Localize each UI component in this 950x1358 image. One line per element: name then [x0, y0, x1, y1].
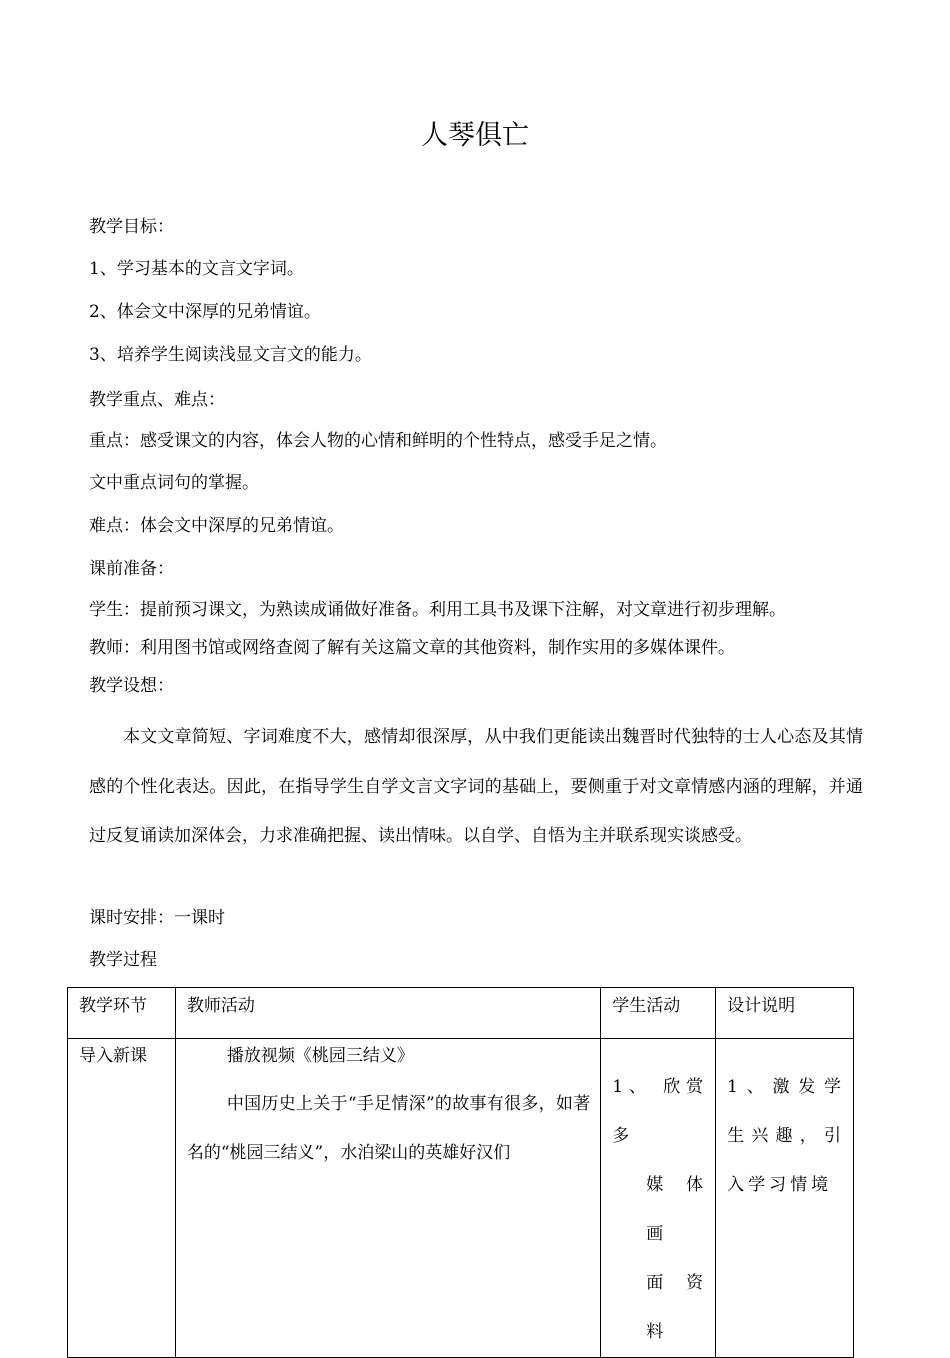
table-row — [68, 1039, 854, 1358]
preparation-heading: 课前准备： — [89, 559, 174, 579]
table-cell — [68, 1039, 176, 1358]
key-points-heading: 教学重点、难点： — [89, 390, 225, 410]
table-header-row — [68, 988, 854, 1039]
student-activity-text-2: 媒体画 — [646, 1175, 708, 1244]
student-activity-number: 1、 — [612, 1077, 652, 1097]
table-header-cell — [716, 988, 854, 1039]
table-cell — [601, 1039, 716, 1358]
table-header-cell — [68, 988, 176, 1039]
process-heading: 教学过程 — [89, 950, 157, 970]
table-header-cell — [175, 988, 600, 1039]
key-point-text-2: 文中重点词句的掌握。 — [89, 473, 259, 493]
header-section: 教学环节 — [79, 996, 147, 1016]
student-activity-text-3: 面资料 — [646, 1273, 708, 1342]
teacher-activity-line-1: 播放视频《桃园三结义》 — [226, 1046, 414, 1066]
header-design-notes: 设计说明 — [727, 996, 796, 1016]
objective-item-3: 3、培养学生阅读浅显文言文的能力。 — [89, 345, 372, 365]
page-title: 人琴俱亡 — [421, 120, 529, 151]
student-activity-line-1 — [612, 1063, 707, 1161]
preparation-teacher: 教师：利用图书馆或网络查阅了解有关这篇文章的其他资料，制作实用的多媒体课件。 — [89, 638, 735, 658]
table-header-cell — [601, 988, 716, 1039]
table-cell — [716, 1039, 854, 1358]
objective-item-2: 2、体会文中深厚的兄弟情谊。 — [89, 302, 321, 322]
design-notes: 1、激发学生兴趣，引入学习情境 — [727, 1077, 845, 1195]
objectives-heading: 教学目标： — [89, 217, 174, 237]
header-teacher-activity: 教师活动 — [186, 996, 255, 1016]
section-name: 导入新课 — [79, 1046, 147, 1066]
student-activity-text-1: 欣赏多 — [612, 1077, 708, 1146]
difficulty-text: 难点：体会文中深厚的兄弟情谊。 — [89, 516, 344, 536]
teacher-activity — [176, 1039, 600, 1178]
table-cell — [175, 1039, 600, 1358]
teaching-process-table — [67, 987, 854, 1358]
header-student-activity: 学生活动 — [612, 996, 681, 1016]
design-heading: 教学设想： — [89, 676, 174, 696]
schedule-text: 课时安排：一课时 — [89, 908, 225, 928]
teacher-activity-line-2: 中国历史上关于“手足情深”的故事有很多，如著名的“桃园三结义”，水泊梁山的英雄好汉们 — [186, 1094, 591, 1163]
key-point-text: 重点：感受课文的内容，体会人物的心情和鲜明的个性特点，感受手足之情。 — [89, 431, 667, 451]
student-activity — [601, 1039, 715, 1357]
objective-item-1: 1、学习基本的文言文字词。 — [89, 259, 304, 279]
preparation-students: 学生：提前预习课文，为熟读成诵做好准备。利用工具书及课下注解，对文章进行初步理解。 — [89, 600, 786, 620]
design-paragraph: 本文文章简短、字词难度不大，感情却很深厚，从中我们更能读出魏晋时代独特的士人心态及其情感的个性化表达。因此，在指导学生自学文言文字词的基础上，要侧重于对文章情感内涵的理解，并通过反复诵读加深体会，力求准确把握、读出情味。以自学、自悟为主并联系现实谈感受。 — [89, 727, 863, 846]
